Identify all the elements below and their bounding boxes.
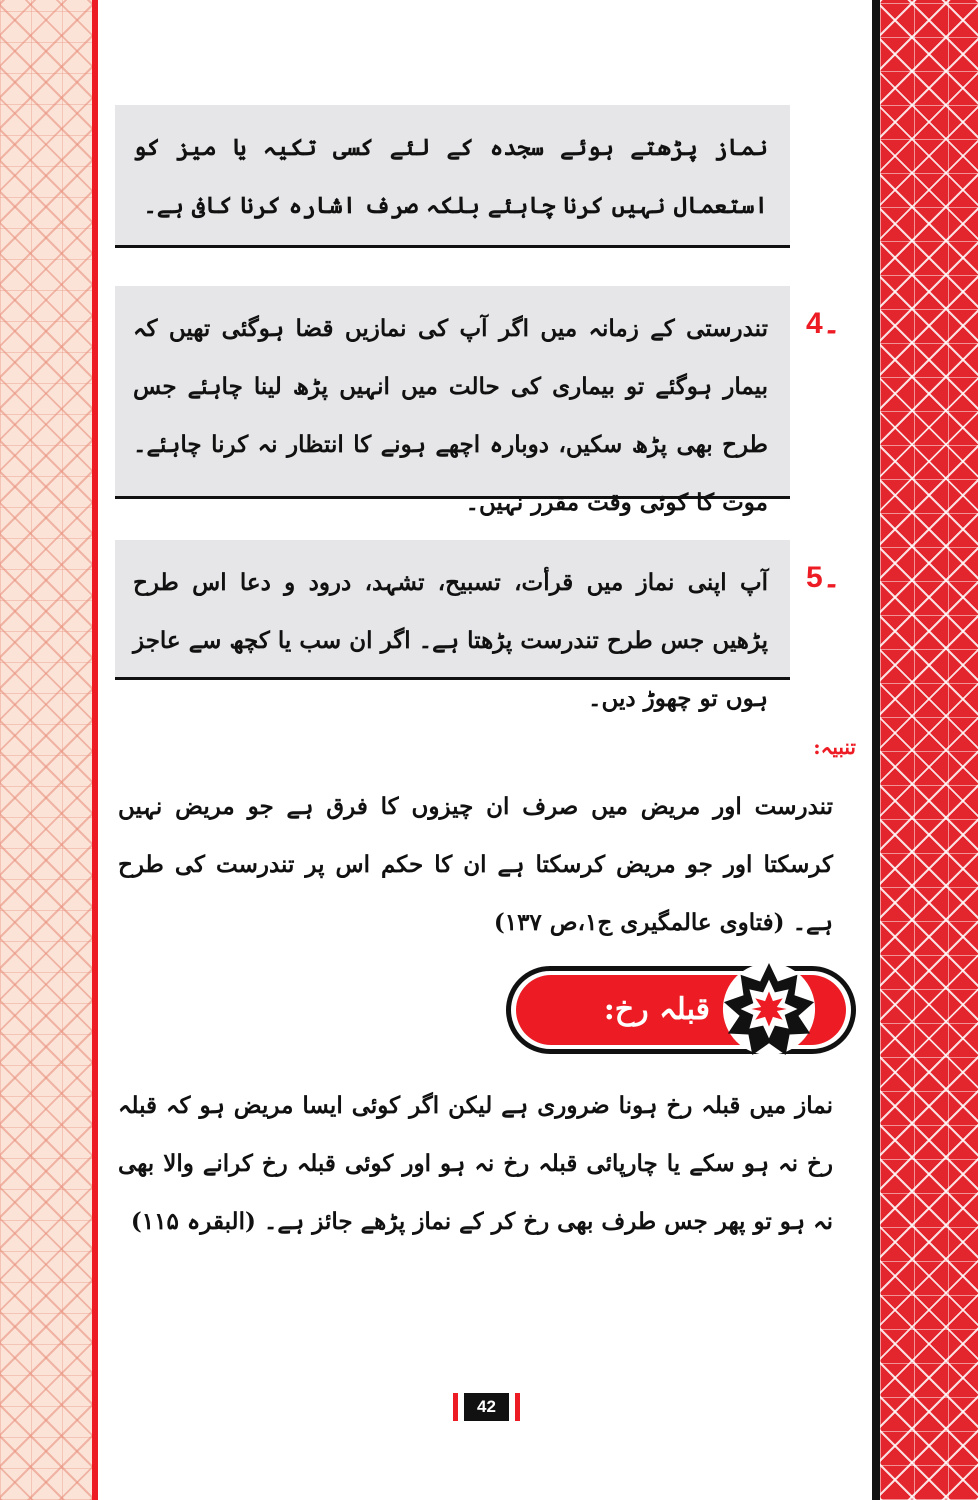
point-4-text: تندرستی کے زمانہ میں اگر آپ کی نمازیں قضا ہوگئی تھیں کہ بیمار ہوگئے تو بیماری کی حالت میں انہیں پڑھ لینا چاہئے جس طرح بھی پڑھ سکیں، دوبارہ اچھے ہونے کا انتظار نہ کرنا چاہئے۔ موت کا کوئی وقت مقرر نہیں۔: [133, 315, 768, 516]
section-text: نماز میں قبلہ رخ ہونا ضروری ہے لیکن اگر کوئی ایسا مریض ہو کہ قبلہ رخ نہ ہو سکے یا چارپائی قبلہ رخ نہ ہو اور کوئی قبلہ رخ کرانے والا بھی نہ ہو تو پھر جس طرف بھی رخ کر کے نماز پڑھے جائز ہے۔ (البقرہ ۱۱۵): [118, 1092, 833, 1235]
page-number-bar-right: [515, 1393, 520, 1421]
page-number: 42: [464, 1393, 509, 1421]
note-text: تندرست اور مریض میں صرف ان چیزوں کا فرق ہے جو مریض نہیں کرسکتا اور جو مریض کرسکتا ہے ان کا حکم اس پر تندرست کی طرح ہے۔ (فتاوی عالمگیری ج۱،ص ۱۳۷): [118, 793, 833, 936]
page-number-bar-left: [453, 1393, 458, 1421]
left-decorative-border: [0, 0, 92, 1500]
point-5-text: آپ اپنی نماز میں قرأت، تسبیح، تشہد، درود و دعا اس طرح پڑھیں جس طرح تندرست پڑھتا ہے۔ اگر ان سب یا کچھ سے عاجز ہوں تو چھوڑ دیں۔: [133, 569, 768, 712]
point-3-box: [115, 105, 790, 248]
left-red-rule: [92, 0, 98, 1500]
point-3-text: نماز پڑھتے ہوئے سجدہ کے لئے کسی تکیہ یا میز کو استعمال نہیں کرنا چاہئے بلکہ صرف اشارہ کرنا کافی ہے۔: [133, 134, 768, 219]
point-5-number: 5۔: [806, 561, 841, 594]
right-black-rule: [872, 0, 880, 1500]
point-5-box: [115, 540, 790, 712]
right-decorative-border: [880, 0, 978, 1500]
point-4-number: 4۔: [806, 307, 841, 340]
point-4-box: [115, 286, 790, 516]
rosette-icon: [720, 960, 818, 1058]
section-heading: قبلہ رخ:: [603, 992, 710, 1027]
note-label: تنبیہ:: [813, 735, 856, 759]
